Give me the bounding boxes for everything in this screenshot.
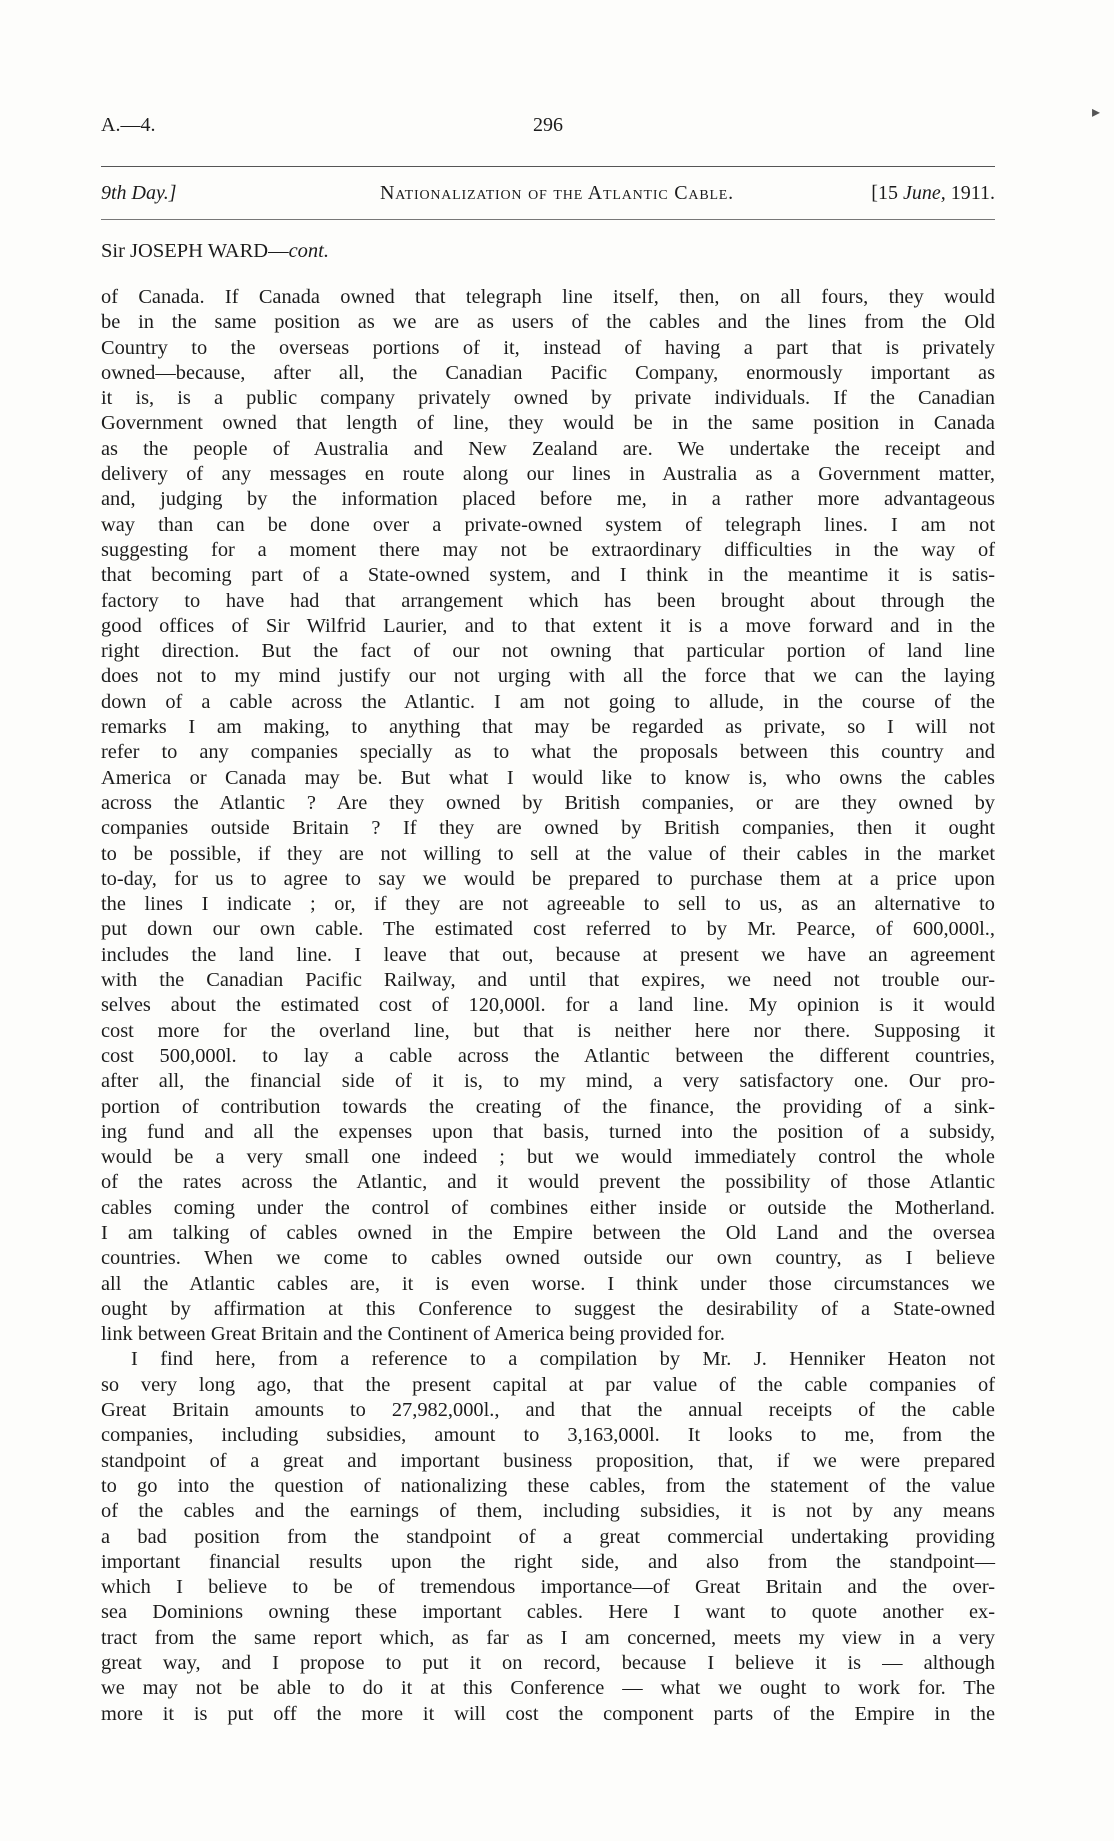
text-line: cost more for the overland line, but that is neither here nor there. Supposing it xyxy=(101,1019,995,1042)
text-line: I am talking of cables owned in the Empire between the Old Land and the oversea xyxy=(101,1221,995,1244)
text-line: refer to any companies specially as to what the proposals between this country and xyxy=(101,741,995,764)
text-line: selves about the estimated cost of 120,000l. for a land line. My opinion is it would xyxy=(101,994,995,1017)
day-label: 9th Day.] xyxy=(101,182,177,204)
running-header xyxy=(101,182,995,210)
text-line: be in the same position as we are as users of the cables and the lines from the Old xyxy=(101,311,995,334)
text-line: sea Dominions owning these important cables. Here I want to quote another ex- xyxy=(101,1601,995,1624)
text-line: includes the land line. I leave that out, because at present we have an agreement xyxy=(101,943,995,966)
text-line: delivery of any messages en route along our lines in Australia as a Government matter, xyxy=(101,463,995,486)
text-line: America or Canada may be. But what I would like to know is, who owns the cables xyxy=(101,766,995,789)
text-line: all the Atlantic cables are, it is even worse. I think under those circumstances we xyxy=(101,1272,995,1295)
text-line: standpoint of a great and important business proposition, that, if we were prepared xyxy=(101,1449,995,1472)
text-line: which I believe to be of tremendous importance—of Great Britain and the over- xyxy=(101,1576,995,1599)
text-line: down of a cable across the Atlantic. I am not going to allude, in the course of the xyxy=(101,690,995,713)
text-line: with the Canadian Pacific Railway, and until that expires, we need not trouble our- xyxy=(101,969,995,992)
text-line: factory to have had that arrangement which has been brought about through the xyxy=(101,589,995,612)
text-line: remarks I am making, to anything that may be regarded as private, so I will not xyxy=(101,716,995,739)
text-line: companies, including subsidies, amount to 3,163,000l. It looks to me, from the xyxy=(101,1424,995,1447)
text-line: ing fund and all the expenses upon that basis, turned into the position of a subsidy, xyxy=(101,1120,995,1143)
text-line: would be a very small one indeed ; but we would immediately control the whole xyxy=(101,1146,995,1169)
text-line: does not to my mind justify our not urging with all the force that we can the laying xyxy=(101,665,995,688)
text-line: good offices of Sir Wilfrid Laurier, and to that extent it is a move forward and in the xyxy=(101,614,995,637)
speaker-heading xyxy=(101,240,329,263)
page-number: 296 xyxy=(533,114,563,136)
text-line: it is, is a public company privately owned by private individuals. If the Canadian xyxy=(101,387,995,410)
text-line: countries. When we come to cables owned outside our own country, as I believe xyxy=(101,1247,995,1270)
text-line: to go into the question of nationalizing these cables, from the statement of the value xyxy=(101,1474,995,1497)
text-line: put down our own cable. The estimated cost referred to by Mr. Pearce, of 600,000l., xyxy=(101,918,995,941)
text-line: across the Atlantic ? Are they owned by British companies, or are they owned by xyxy=(101,791,995,814)
text-line: tract from the same report which, as far as I am concerned, meets my view in a very xyxy=(101,1626,995,1649)
text-line: way than can be done over a private-owned system of telegraph lines. I am not xyxy=(101,513,995,536)
text-line: ought by affirmation at this Conference to suggest the desirability of a State-owned xyxy=(101,1297,995,1320)
paragraph-1 xyxy=(101,285,995,1347)
text-line: cost 500,000l. to lay a cable across the Atlantic between the different countries, xyxy=(101,1044,995,1067)
text-line: a bad position from the standpoint of a great commercial undertaking providing xyxy=(101,1525,995,1548)
running-title: Nationalization of the Atlantic Cable. xyxy=(380,182,734,204)
margin-mark: ▸ xyxy=(1092,104,1101,121)
text-line: great way, and I propose to put it on record, because I believe it is — although xyxy=(101,1652,995,1675)
text-line: Great Britain amounts to 27,982,000l., and that the annual receipts of the cable xyxy=(101,1399,995,1422)
header-rule xyxy=(101,166,995,167)
text-line: of the rates across the Atlantic, and it would prevent the possibility of those Atlantic xyxy=(101,1171,995,1194)
text-line: important financial results upon the right side, and also from the standpoint— xyxy=(101,1550,995,1573)
date-label: [15 June, 1911. xyxy=(871,182,995,204)
title-rule xyxy=(101,219,995,220)
text-line: as the people of Australia and New Zealand are. We undertake the receipt and xyxy=(101,437,995,460)
text-line: portion of contribution towards the creating of the finance, the providing of a sink- xyxy=(101,1095,995,1118)
text-line: Country to the overseas portions of it, instead of having a part that is privately xyxy=(101,336,995,359)
text-line: so very long ago, that the present capital at par value of the cable companies of xyxy=(101,1373,995,1396)
speaker-name: Sir JOSEPH WARD— xyxy=(101,240,289,262)
text-line: Government owned that length of line, they would be in the same position in Canada xyxy=(101,412,995,435)
text-line: right direction. But the fact of our not owning that particular portion of land line xyxy=(101,640,995,663)
text-line: I find here, from a reference to a compilation by Mr. J. Henniker Heaton not xyxy=(131,1348,995,1371)
page-header xyxy=(101,114,995,140)
text-line: that becoming part of a State-owned system, and I think in the meantime it is satis- xyxy=(101,564,995,587)
text-line: cables coming under the control of combines either inside or outside the Motherland. xyxy=(101,1196,995,1219)
text-line: companies outside Britain ? If they are owned by British companies, then it ought xyxy=(101,817,995,840)
text-line: link between Great Britain and the Continent of America being provided for. xyxy=(101,1323,726,1346)
body-text xyxy=(101,285,995,1727)
text-line: we may not be able to do it at this Conference — what we ought to work for. The xyxy=(101,1677,995,1700)
text-line: to be possible, if they are not willing to sell at the value of their cables in the market xyxy=(101,842,995,865)
text-line: after all, the financial side of it is, to my mind, a very satisfactory one. Our pro- xyxy=(101,1070,995,1093)
text-line: the lines I indicate ; or, if they are not agreeable to sell to us, as an alternative to xyxy=(101,893,995,916)
text-line: owned—because, after all, the Canadian Pacific Company, enormously important as xyxy=(101,361,995,384)
paragraph-2 xyxy=(101,1347,995,1726)
document-reference: A.—4. xyxy=(101,114,156,136)
text-line: suggesting for a moment there may not be extraordinary difficulties in the way of xyxy=(101,538,995,561)
speaker-suffix: cont. xyxy=(288,240,329,262)
text-line: of Canada. If Canada owned that telegraph line itself, then, on all fours, they would xyxy=(101,286,995,308)
text-line: to-day, for us to agree to say we would be prepared to purchase them at a price upon xyxy=(101,867,995,890)
text-line: and, judging by the information placed before me, in a rather more advantageous xyxy=(101,488,995,511)
text-line: more it is put off the more it will cost the component parts of the Empire in the xyxy=(101,1702,995,1725)
text-line: of the cables and the earnings of them, including subsidies, it is not by any means xyxy=(101,1500,995,1523)
